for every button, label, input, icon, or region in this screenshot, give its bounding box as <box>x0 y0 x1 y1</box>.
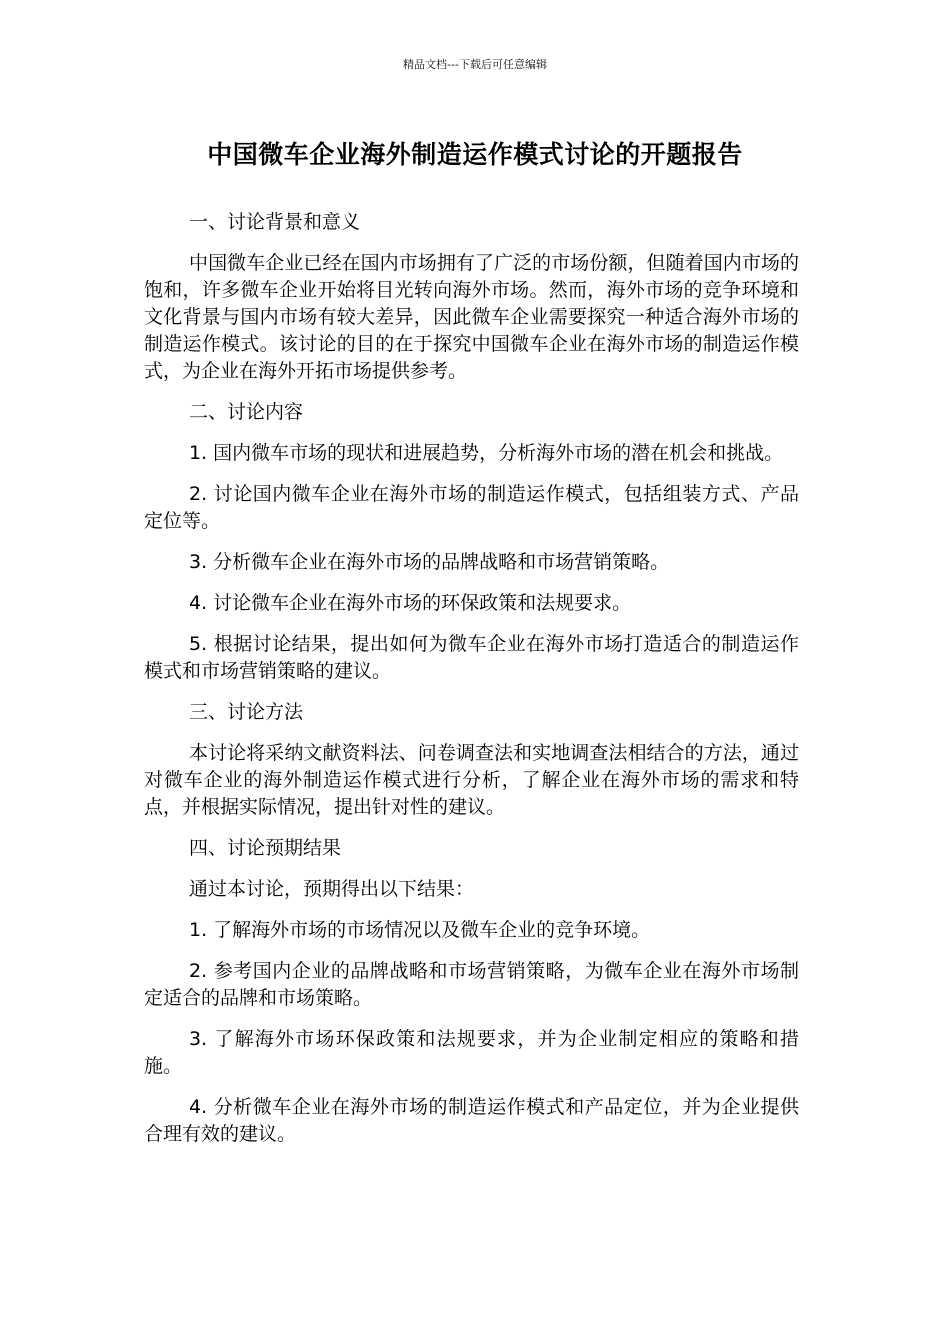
section-heading-background: 一、讨论背景和意义 <box>189 211 361 233</box>
result-item-3: 3. 了解海外市场环保政策和法规要求，并为企业制定相应的策略和措施。 <box>144 1028 799 1077</box>
paragraph-background: 中国微车企业已经在国内市场拥有了广泛的市场份额，但随着国内市场的饱和，许多微车企业开始将目光转向海外市场。然而，海外市场的竞争环境和文化背景与国内市场有较大差异，因此微车企业需要探究一种适合海外市场的制造运作模式。该讨论的目的在于探究中国微车企业在海外市场的制造运作模式，为企业在海外开拓市场提供参考。 <box>144 252 799 382</box>
paragraph-method: 本讨论将采纳文献资料法、问卷调查法和实地调查法相结合的方法，通过对微车企业的海外制造运作模式进行分析，了解企业在海外市场的需求和特点，并根据实际情况，提出针对性的建议。 <box>144 742 799 818</box>
content-item-3: 3. 分析微车企业在海外市场的品牌战略和市场营销策略。 <box>189 551 670 573</box>
page-header: 精品文档---下载后可任意编辑 <box>403 58 547 71</box>
content-item-2: 2. 讨论国内微车企业在海外市场的制造运作模式，包括组装方式、产品定位等。 <box>144 483 799 532</box>
section-heading-results: 四、讨论预期结果 <box>189 837 342 859</box>
document-body <box>144 209 799 1148</box>
content-item-4: 4. 讨论微车企业在海外市场的环保政策和法规要求。 <box>189 592 632 614</box>
content-item-1: 1. 国内微车市场的现状和进展趋势，分析海外市场的潜在机会和挑战。 <box>189 442 784 464</box>
result-item-2: 2. 参考国内企业的品牌战略和市场营销策略，为微车企业在海外市场制定适合的品牌和市场策略。 <box>144 960 799 1009</box>
paragraph-results-intro: 通过本讨论，预期得出以下结果： <box>189 878 475 900</box>
content-item-5: 5. 根据讨论结果，提出如何为微车企业在海外市场打造适合的制造运作模式和市场营销策略的建议。 <box>144 633 799 682</box>
result-item-1: 1. 了解海外市场的市场情况以及微车企业的竞争环境。 <box>189 919 651 941</box>
section-heading-content: 二、讨论内容 <box>189 401 304 423</box>
section-heading-method: 三、讨论方法 <box>189 701 304 723</box>
result-item-4: 4. 分析微车企业在海外市场的制造运作模式和产品定位，并为企业提供合理有效的建议。 <box>144 1096 799 1145</box>
document-title: 中国微车企业海外制造运作模式讨论的开题报告 <box>207 140 743 169</box>
